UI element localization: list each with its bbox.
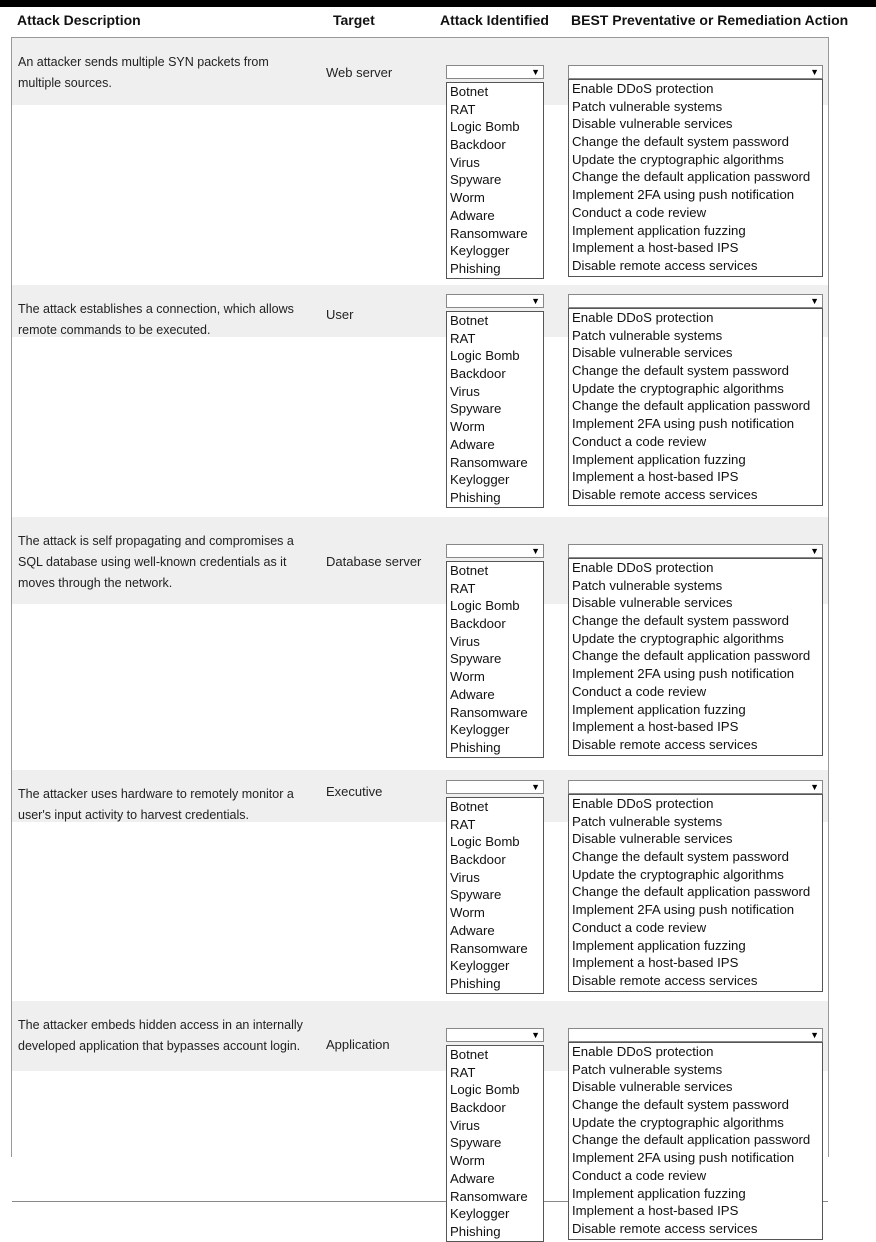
action-option[interactable]: Change the default system password — [572, 134, 789, 150]
chevron-down-icon[interactable]: ▼ — [810, 67, 819, 77]
attack-option[interactable]: Adware — [450, 436, 495, 452]
action-option[interactable]: Disable remote access services — [572, 972, 758, 988]
action-select[interactable] — [568, 294, 823, 308]
chevron-down-icon[interactable]: ▼ — [531, 67, 540, 77]
attack-select[interactable] — [446, 544, 544, 558]
action-option[interactable]: Update the cryptographic algorithms — [572, 151, 784, 167]
table-row — [12, 285, 828, 518]
target-label: Web server — [326, 65, 393, 80]
attack-option[interactable]: Logic Bomb — [450, 1082, 520, 1098]
attack-option[interactable]: Botnet — [450, 1047, 489, 1062]
action-option[interactable]: Update the cryptographic algorithms — [572, 866, 784, 882]
action-select[interactable] — [568, 780, 823, 794]
attack-option[interactable]: Keylogger — [450, 958, 510, 974]
header-target: Target — [333, 12, 375, 28]
action-option[interactable]: Change the default application password — [572, 169, 811, 185]
action-option[interactable]: Implement 2FA using push notification — [572, 666, 795, 682]
attack-option[interactable]: Backdoor — [450, 852, 506, 868]
action-option[interactable]: Conduct a code review — [572, 919, 707, 935]
action-option[interactable]: Implement 2FA using push notification — [572, 416, 795, 432]
attack-option[interactable]: Virus — [450, 633, 480, 649]
action-option[interactable]: Change the default application password — [572, 648, 811, 664]
action-option[interactable]: Patch vulnerable systems — [572, 1061, 723, 1077]
action-option[interactable]: Patch vulnerable systems — [572, 577, 723, 593]
action-option[interactable]: Change the default application password — [572, 884, 811, 900]
attack-option[interactable]: Phishing — [450, 260, 501, 276]
attack-option[interactable]: Adware — [450, 922, 495, 938]
attack-option[interactable]: Backdoor — [450, 616, 506, 632]
attack-description: An attacker sends multiple SYN packets from multiple sources. — [18, 55, 269, 90]
action-option[interactable]: Disable vulnerable services — [572, 345, 733, 361]
attack-listbox[interactable] — [446, 797, 544, 994]
attack-select[interactable] — [446, 294, 544, 308]
attack-option[interactable]: Worm — [450, 905, 485, 921]
attack-option[interactable]: Botnet — [450, 84, 489, 99]
action-option[interactable]: Change the default application password — [572, 1132, 811, 1148]
chevron-down-icon[interactable]: ▼ — [810, 1030, 819, 1040]
header-attack-description: Attack Description — [17, 12, 141, 28]
attack-option[interactable]: Spyware — [450, 887, 502, 903]
action-option[interactable]: Enable DDoS protection — [572, 796, 714, 811]
attack-option[interactable]: Phishing — [450, 1223, 501, 1239]
attack-option[interactable]: Virus — [450, 1117, 480, 1133]
attack-listbox[interactable] — [446, 82, 544, 279]
attack-description: The attack establishes a connection, which allows remote commands to be executed. — [18, 302, 294, 337]
action-select[interactable] — [568, 65, 823, 79]
attack-option[interactable]: Adware — [450, 686, 495, 702]
action-select[interactable] — [568, 1028, 823, 1042]
attack-option[interactable]: Ransomware — [450, 1188, 528, 1204]
attack-option[interactable]: Backdoor — [450, 366, 506, 382]
attack-option[interactable]: Spyware — [450, 172, 502, 188]
action-option[interactable]: Implement application fuzzing — [572, 701, 746, 717]
action-listbox[interactable] — [568, 308, 823, 506]
attack-option[interactable]: Adware — [450, 1170, 495, 1186]
action-option[interactable]: Change the default application password — [572, 398, 811, 414]
attack-description: The attacker uses hardware to remotely monitor a user's input activity to harvest credentials. — [18, 787, 294, 822]
action-option[interactable]: Patch vulnerable systems — [572, 327, 723, 343]
action-option[interactable]: Enable DDoS protection — [572, 310, 714, 325]
action-option[interactable]: Implement a host-based IPS — [572, 1203, 739, 1219]
attack-option[interactable]: Worm — [450, 190, 485, 206]
attack-option[interactable]: Botnet — [450, 799, 489, 814]
attack-option[interactable]: Botnet — [450, 313, 489, 328]
attack-select[interactable] — [446, 1028, 544, 1042]
attack-table — [11, 37, 829, 1239]
action-option[interactable]: Implement a host-based IPS — [572, 240, 739, 256]
chevron-down-icon[interactable]: ▼ — [531, 782, 540, 792]
action-option[interactable]: Implement a host-based IPS — [572, 469, 739, 485]
action-option[interactable]: Enable DDoS protection — [572, 81, 714, 96]
chevron-down-icon[interactable]: ▼ — [810, 296, 819, 306]
table-row — [12, 1001, 828, 1239]
attack-option[interactable]: Phishing — [450, 975, 501, 991]
attack-option[interactable]: Logic Bomb — [450, 834, 520, 850]
table-row — [12, 38, 828, 286]
chevron-down-icon[interactable]: ▼ — [531, 1030, 540, 1040]
chevron-down-icon[interactable]: ▼ — [810, 782, 819, 792]
attack-option[interactable]: Backdoor — [450, 1100, 506, 1116]
attack-option[interactable]: RAT — [450, 101, 476, 117]
action-option[interactable]: Conduct a code review — [572, 433, 707, 449]
target-label: Application — [326, 1037, 390, 1052]
attack-option[interactable]: Virus — [450, 154, 480, 170]
attack-select[interactable] — [446, 65, 544, 79]
table-row — [12, 770, 828, 1002]
action-select[interactable] — [568, 544, 823, 558]
action-option[interactable]: Change the default system password — [572, 1097, 789, 1113]
action-option[interactable]: Change the default system password — [572, 613, 789, 629]
action-listbox[interactable] — [568, 794, 823, 992]
table-header — [0, 7, 876, 37]
attack-option[interactable]: Adware — [450, 207, 495, 223]
attack-description: The attack is self propagating and compromises a SQL database using well-known credentials as it moves through the network. — [18, 534, 294, 590]
action-listbox[interactable] — [568, 1042, 823, 1240]
action-option[interactable]: Implement 2FA using push notification — [572, 1150, 795, 1166]
attack-option[interactable]: Keylogger — [450, 722, 510, 738]
attack-option[interactable]: Backdoor — [450, 137, 506, 153]
attack-option[interactable]: RAT — [450, 330, 476, 346]
attack-option[interactable]: RAT — [450, 816, 476, 832]
attack-option[interactable]: Spyware — [450, 401, 502, 417]
attack-option[interactable]: Ransomware — [450, 225, 528, 241]
action-option[interactable]: Disable vulnerable services — [572, 1079, 733, 1095]
action-option[interactable]: Implement 2FA using push notification — [572, 187, 795, 203]
attack-option[interactable]: Spyware — [450, 1135, 502, 1151]
chevron-down-icon[interactable]: ▼ — [531, 546, 540, 556]
attack-option[interactable]: Virus — [450, 383, 480, 399]
action-option[interactable]: Disable vulnerable services — [572, 831, 733, 847]
attack-option[interactable]: Phishing — [450, 739, 501, 755]
attack-option[interactable]: Ransomware — [450, 940, 528, 956]
action-option[interactable]: Enable DDoS protection — [572, 560, 714, 575]
chevron-down-icon[interactable]: ▼ — [531, 296, 540, 306]
action-option[interactable]: Change the default system password — [572, 363, 789, 379]
attack-option[interactable]: Worm — [450, 1153, 485, 1169]
action-option[interactable]: Implement application fuzzing — [572, 451, 746, 467]
action-option[interactable]: Implement a host-based IPS — [572, 719, 739, 735]
target-label: Executive — [326, 784, 383, 799]
attack-listbox[interactable] — [446, 1045, 544, 1242]
action-option[interactable]: Disable vulnerable services — [572, 595, 733, 611]
attack-option[interactable]: Ransomware — [450, 454, 528, 470]
header-best-action: BEST Preventative or Remediation Action — [571, 12, 849, 28]
action-listbox[interactable] — [568, 79, 823, 277]
action-option[interactable]: Update the cryptographic algorithms — [572, 630, 784, 646]
attack-option[interactable]: Spyware — [450, 651, 502, 667]
action-option[interactable]: Patch vulnerable systems — [572, 813, 723, 829]
attack-listbox[interactable] — [446, 561, 544, 758]
action-option[interactable]: Conduct a code review — [572, 204, 707, 220]
attack-option[interactable]: Virus — [450, 869, 480, 885]
action-option[interactable]: Implement a host-based IPS — [572, 955, 739, 971]
action-option[interactable]: Enable DDoS protection — [572, 1044, 714, 1059]
attack-description: The attacker embeds hidden access in an internally developed application that bypasses account login. — [18, 1018, 303, 1053]
action-option[interactable]: Disable remote access services — [572, 736, 758, 752]
action-option[interactable]: Disable remote access services — [572, 486, 758, 502]
attack-select[interactable] — [446, 780, 544, 794]
attack-option[interactable]: Botnet — [450, 563, 489, 578]
attack-option[interactable]: RAT — [450, 1064, 476, 1080]
attack-option[interactable]: RAT — [450, 580, 476, 596]
attack-option[interactable]: Phishing — [450, 489, 501, 505]
attack-option[interactable]: Worm — [450, 419, 485, 435]
action-option[interactable]: Disable remote access services — [572, 257, 758, 273]
attack-option[interactable]: Worm — [450, 669, 485, 685]
attack-option[interactable]: Logic Bomb — [450, 119, 520, 135]
attack-option[interactable]: Ransomware — [450, 704, 528, 720]
action-option[interactable]: Implement application fuzzing — [572, 222, 746, 238]
attack-option[interactable]: Keylogger — [450, 1206, 510, 1222]
table-row — [12, 517, 828, 771]
action-option[interactable]: Implement application fuzzing — [572, 1185, 746, 1201]
action-option[interactable]: Implement 2FA using push notification — [572, 902, 795, 918]
top-bar — [0, 0, 876, 7]
action-listbox[interactable] — [568, 558, 823, 756]
action-option[interactable]: Implement application fuzzing — [572, 937, 746, 953]
action-option[interactable]: Disable vulnerable services — [572, 116, 733, 132]
attack-option[interactable]: Logic Bomb — [450, 348, 520, 364]
header-attack-identified: Attack Identified — [440, 12, 549, 28]
chevron-down-icon[interactable]: ▼ — [810, 546, 819, 556]
attack-option[interactable]: Keylogger — [450, 472, 510, 488]
action-option[interactable]: Patch vulnerable systems — [572, 98, 723, 114]
attack-option[interactable]: Logic Bomb — [450, 598, 520, 614]
attack-listbox[interactable] — [446, 311, 544, 508]
target-label: User — [326, 307, 354, 322]
action-option[interactable]: Conduct a code review — [572, 683, 707, 699]
attack-option[interactable]: Keylogger — [450, 243, 510, 259]
action-option[interactable]: Update the cryptographic algorithms — [572, 1114, 784, 1130]
target-label: Database server — [326, 554, 422, 569]
action-option[interactable]: Conduct a code review — [572, 1167, 707, 1183]
action-option[interactable]: Disable remote access services — [572, 1220, 758, 1236]
action-option[interactable]: Change the default system password — [572, 849, 789, 865]
action-option[interactable]: Update the cryptographic algorithms — [572, 380, 784, 396]
